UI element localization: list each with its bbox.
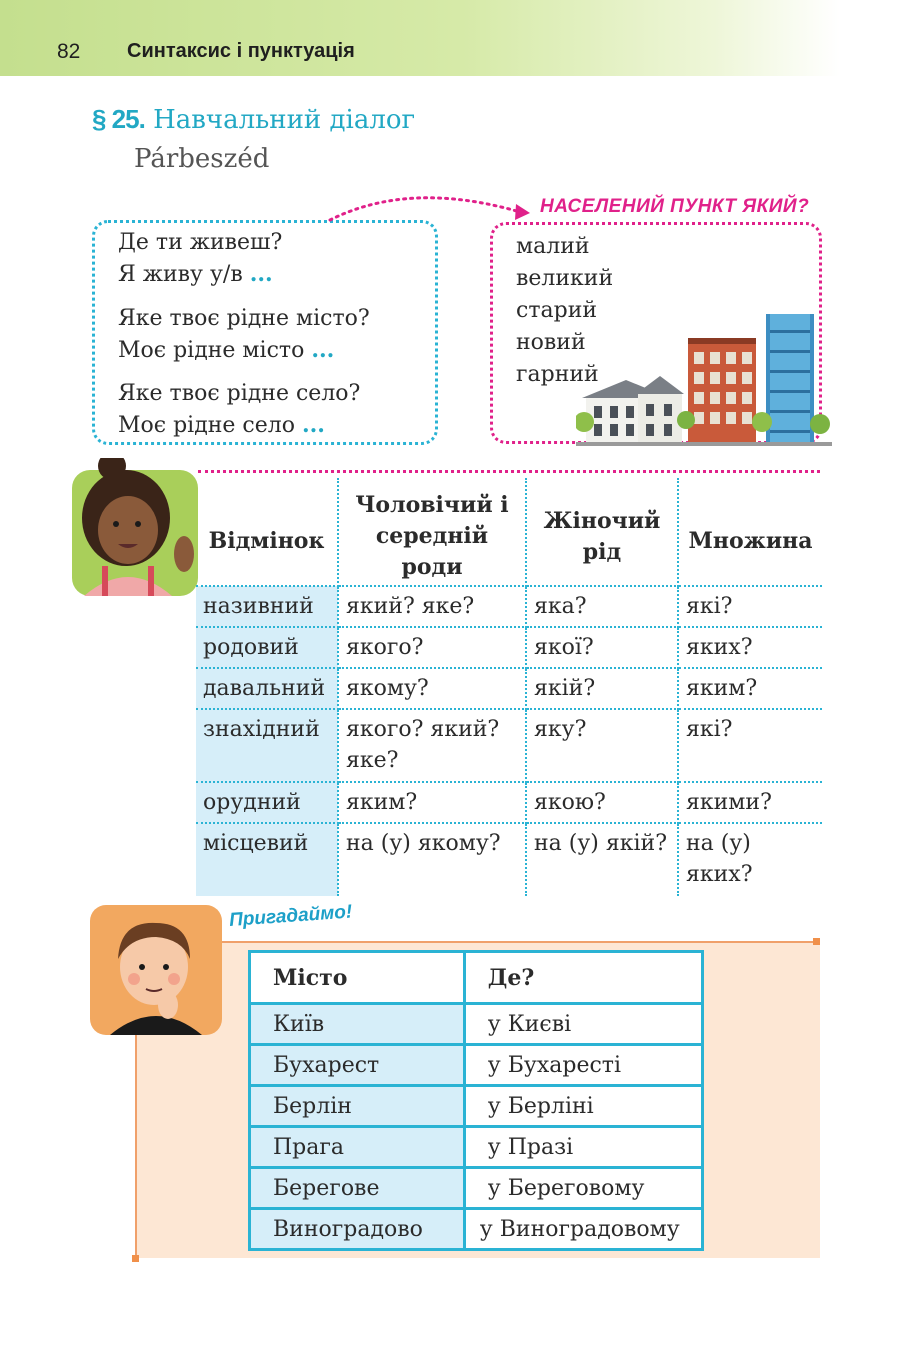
divider [198,470,820,473]
boy-illustration-icon [90,905,222,1035]
adjective: гарний [516,362,599,387]
dialog-line: Яке твоє рідне місто? [118,306,370,331]
divider [135,1030,137,1258]
dialog-line: Я живу у/в ... [118,261,273,287]
table-row: Бухарест у Бухаресті [250,1045,703,1086]
section-name: Синтаксис і пунктуація [127,40,355,62]
remember-title: Пригадаймо! [228,901,353,932]
dialog-line: Моє рідне село ... [118,412,325,438]
dialog-line: Де ти живеш? [118,230,283,255]
paragraph-subtitle: Párbeszéd [134,144,270,174]
table-row: Київ у Києві [250,1004,703,1045]
settlement-title: НАСЕЛЕНИЙ ПУНКТ ЯКИЙ? [540,196,810,217]
column-header: Жіночий рід [526,478,678,586]
adjective: новий [516,330,586,355]
paragraph-title [92,104,415,135]
table-row: Берлін у Берліні [250,1086,703,1127]
corner-marker [813,938,820,945]
column-header: Де? [464,952,702,1004]
page-number: 82 [57,40,81,63]
adjective: великий [516,266,614,291]
table-row: орудний яким? якою? якими? [196,782,822,823]
table-row: місцевий на (у) якому? на (у) якій? на (у) яких? [196,823,822,896]
corner-marker [132,1255,139,1262]
table-row: давальний якому? якій? яким? [196,668,822,709]
table-row: знахідний якого? який? яке? яку? які? [196,709,822,782]
table-row: Виноградово у Виноградовому [250,1209,703,1250]
dialog-line: Яке твоє рідне село? [118,381,361,406]
city-table [248,950,704,1251]
column-header: Відмінок [196,478,338,586]
adjective: малий [516,234,590,259]
case-table [196,478,822,896]
column-header: Чоловічий і середній роди [338,478,526,586]
table-row: Берегове у Береговому [250,1168,703,1209]
paragraph-title-text: Навчальний діалог [153,105,416,135]
adjective: старий [516,298,598,323]
column-header: Місто [250,952,465,1004]
column-header: Множина [678,478,822,586]
dialog-line: Моє рідне місто ... [118,337,335,363]
table-row: Прага у Празі [250,1127,703,1168]
girl-illustration-icon [72,458,200,602]
paragraph-number: § 25. [92,104,145,134]
buildings-illustration-icon [576,310,832,446]
table-row: родовий якого? якої? яких? [196,627,822,668]
divider [215,941,818,943]
page-header [0,0,840,76]
table-row: називний який? яке? яка? які? [196,586,822,627]
